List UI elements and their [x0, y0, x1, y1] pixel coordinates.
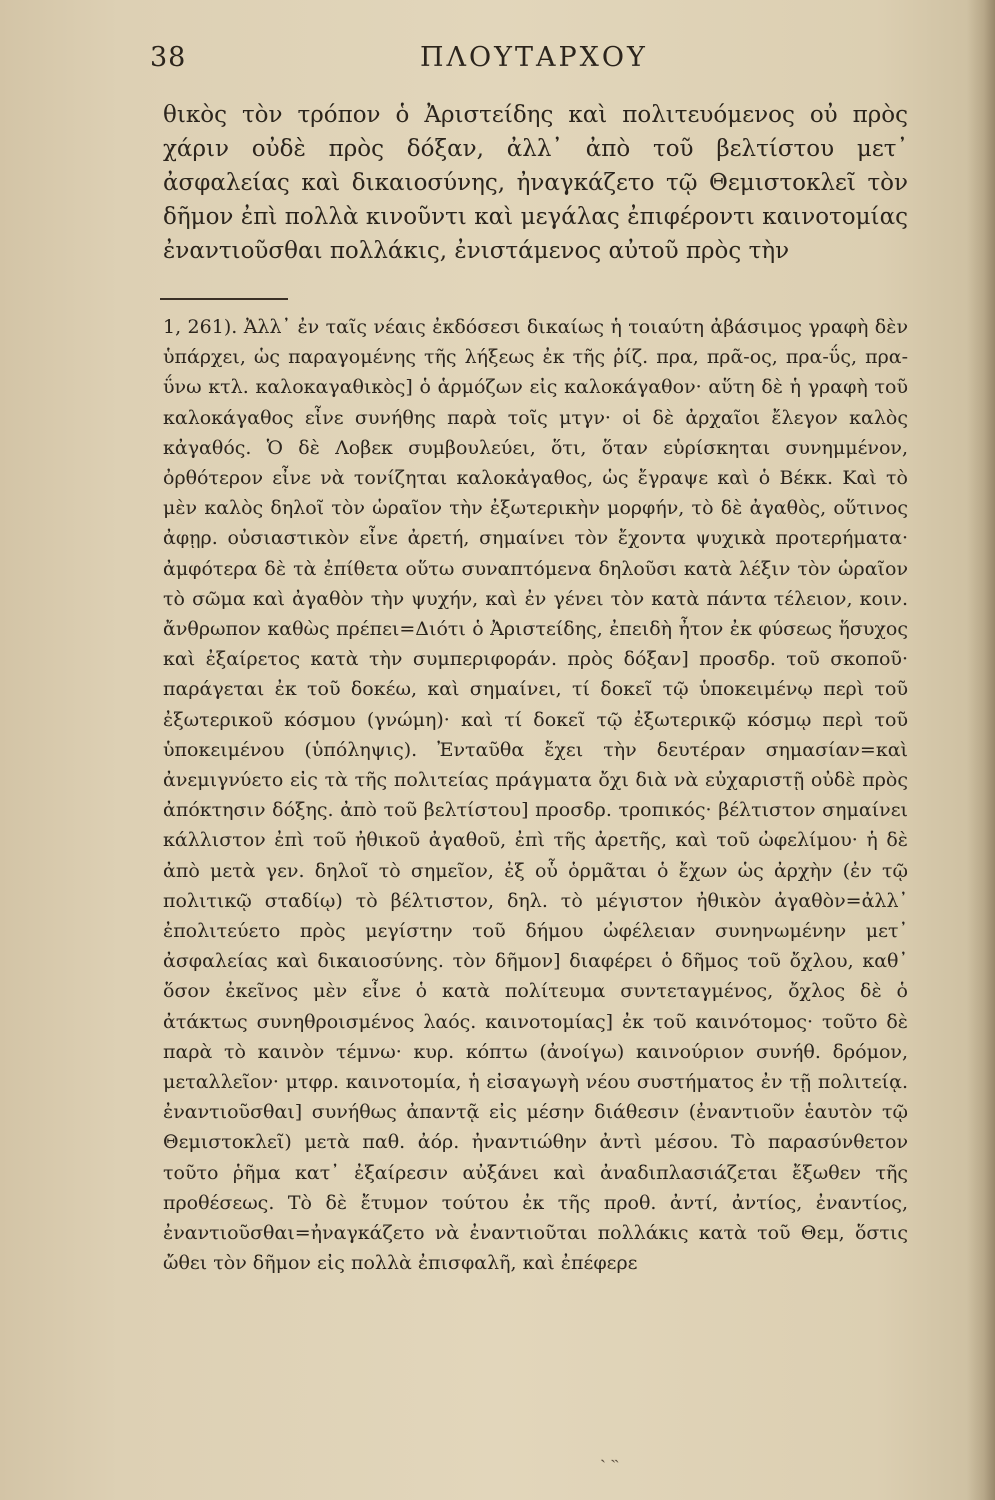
footnote-divider: [160, 298, 288, 300]
running-head: ΠΛΟΥΤΑΡΧΟΥ: [420, 42, 648, 73]
main-text-block: [163, 98, 908, 268]
bottom-mark: ˴ ˵: [600, 1448, 618, 1469]
page-number: 38: [150, 42, 187, 73]
page-header: [150, 42, 910, 82]
page-binding-shadow: [967, 0, 995, 1500]
footnote-paragraph: 1, 261). Ἀλλ᾽ ἐν ταῖς νέαις ἐκδόσεσι δικαίως ἡ τοιαύτη ἀβάσιμος γραφὴ δὲν ὑπάρχει, ὡς παραγομένης τῆς λήξεως ἐκ τῆς ῥίζ. πρα, πρᾶ-ος, πρα-ΰς, πρα-ΰνω κτλ. καλοκαγαθικὸς] ὁ ἁρμόζων εἰς καλοκάγαθον· αὕτη δὲ ἡ γραφὴ τοῦ καλοκάγαθος εἶνε συνήθης παρὰ τοῖς μτγν· οἱ δὲ ἀρχαῖοι ἔλεγον καλὸς κἀγαθός. Ὁ δὲ Λοβεκ συμβουλεύει, ὅτι, ὅταν εὑρίσκηται συνημμένον, ὀρθότερον εἶνε νὰ τονίζηται καλοκἀγαθος, ὡς ἔγραψε καὶ ὁ Βέκκ. Καὶ τὸ μὲν καλὸς δηλοῖ τὸν ὡραῖον τὴν ἐξωτερικὴν μορφήν, τὸ δὲ ἀγαθὸς, οὕτινος ἀφῃρ. οὐσιαστικὸν εἶνε ἀρετή, σημαίνει τὸν ἔχοντα ψυχικὰ προτερήματα· ἀμφότερα δὲ τὰ ἐπίθετα οὕτω συναπτόμενα δηλοῦσι κατὰ λέξιν τὸν ὡραῖον τὸ σῶμα καὶ ἀγαθὸν τὴν ψυχήν, καὶ ἐν γένει τὸν κατὰ πάντα τέλειον, κοιν. ἄνθρωπον καθὼς πρέπει=Διότι ὁ Ἀριστείδης, ἐπειδὴ ἦτον ἐκ φύσεως ἥσυχος καὶ ἐξαίρετος κατὰ τὴν συμπεριφοράν. πρὸς δόξαν] προσδρ. τοῦ σκοποῦ· παράγεται ἐκ τοῦ δοκέω, καὶ σημαίνει, τί δοκεῖ τῷ ὑποκειμένῳ περὶ τοῦ ἐξωτερικοῦ κόσμου (γνώμη)· καὶ τί δοκεῖ τῷ ἐξωτερικῷ κόσμῳ περὶ τοῦ ὑποκειμένου (ὑπόληψις). Ἐνταῦθα ἔχει τὴν δευτέραν σημασίαν=καὶ ἀνεμιγνύετο εἰς τὰ τῆς πολιτείας πράγματα ὄχι διὰ νὰ εὐχαριστῇ οὐδὲ πρὸς ἀπόκτησιν δόξης. ἀπὸ τοῦ βελτίστου] προσδρ. τροπικός· βέλτιστον σημαίνει κάλλιστον ἐπὶ τοῦ ἠθικοῦ ἀγαθοῦ, ἐπὶ τῆς ἀρετῆς, καὶ τοῦ ὠφελίμου· ἡ δὲ ἀπὸ μετὰ γεν. δηλοῖ τὸ σημεῖον, ἐξ οὗ ὁρμᾶται ὁ ἔχων ὡς ἀρχὴν (ἐν τῷ πολιτικῷ σταδίῳ) τὸ βέλτιστον, δηλ. τὸ μέγιστον ἠθικὸν ἀγαθὸν=ἀλλ᾽ ἐπολιτεύετο πρὸς μεγίστην τοῦ δήμου ὠφέλειαν συνηνωμένην μετ᾽ ἀσφαλείας καὶ δικαιοσύνης. τὸν δῆμον] διαφέρει ὁ δῆμος τοῦ ὄχλου, καθ᾽ ὅσον ἐκεῖνος μὲν εἶνε ὁ κατὰ πολίτευμα συντεταγμένος, ὄχλος δὲ ὁ ἀτάκτως συνηθροισμένος λαός. καινοτομίας] ἐκ τοῦ καινότομος· τοῦτο δὲ παρὰ τὸ καινὸν τέμνω· κυρ. κόπτω (ἀνοίγω) καινούριον συνήθ. δρόμον, μεταλλεῖον· μτφρ. καινοτομία, ἡ εἰσαγωγὴ νέου συστήματος ἐν τῇ πολιτείᾳ. ἐναντιοῦσθαι] συνήθως ἀπαντᾷ εἰς μέσην διάθεσιν (ἐναντιοῦν ἑαυτὸν τῷ Θεμιστοκλεῖ) μετὰ παθ. ἀόρ. ἠναντιώθην ἀντὶ μέσου. Τὸ παρασύνθετον τοῦτο ῥῆμα κατ᾽ ἐξαίρεσιν αὐξάνει καὶ ἀναδιπλασιάζεται ἔξωθεν τῆς προθέσεως. Τὸ δὲ ἔτυμον τούτου ἐκ τῆς προθ. ἀντί, ἀντίος, ἐναντίος, ἐναντιοῦσθαι=ἠναγκάζετο νὰ ἐναντιοῦται πολλάκις κατὰ τοῦ Θεμ, ὅστις ὤθει τὸν δῆμον εἰς πολλὰ ἐπισφαλῆ, καὶ ἐπέφερε: [163, 316, 908, 1275]
main-paragraph: θικὸς τὸν τρόπον ὁ Ἀριστείδης καὶ πολιτευόμενος οὐ πρὸς χάριν οὐδὲ πρὸς δόξαν, ἀλλ᾽ ἀπὸ τοῦ βελτίστου μετ᾽ ἀσφαλείας καὶ δικαιοσύνης, ἠναγκάζετο τῷ Θεμιστοκλεῖ τὸν δῆμον ἐπὶ πολλὰ κινοῦντι καὶ μεγάλας ἐπιφέροντι καινοτομίας ἐναντιοῦσθαι πολλάκις, ἐνιστάμενος αὐτοῦ πρὸς τὴν: [163, 102, 908, 264]
footnotes-block: [163, 312, 908, 1279]
